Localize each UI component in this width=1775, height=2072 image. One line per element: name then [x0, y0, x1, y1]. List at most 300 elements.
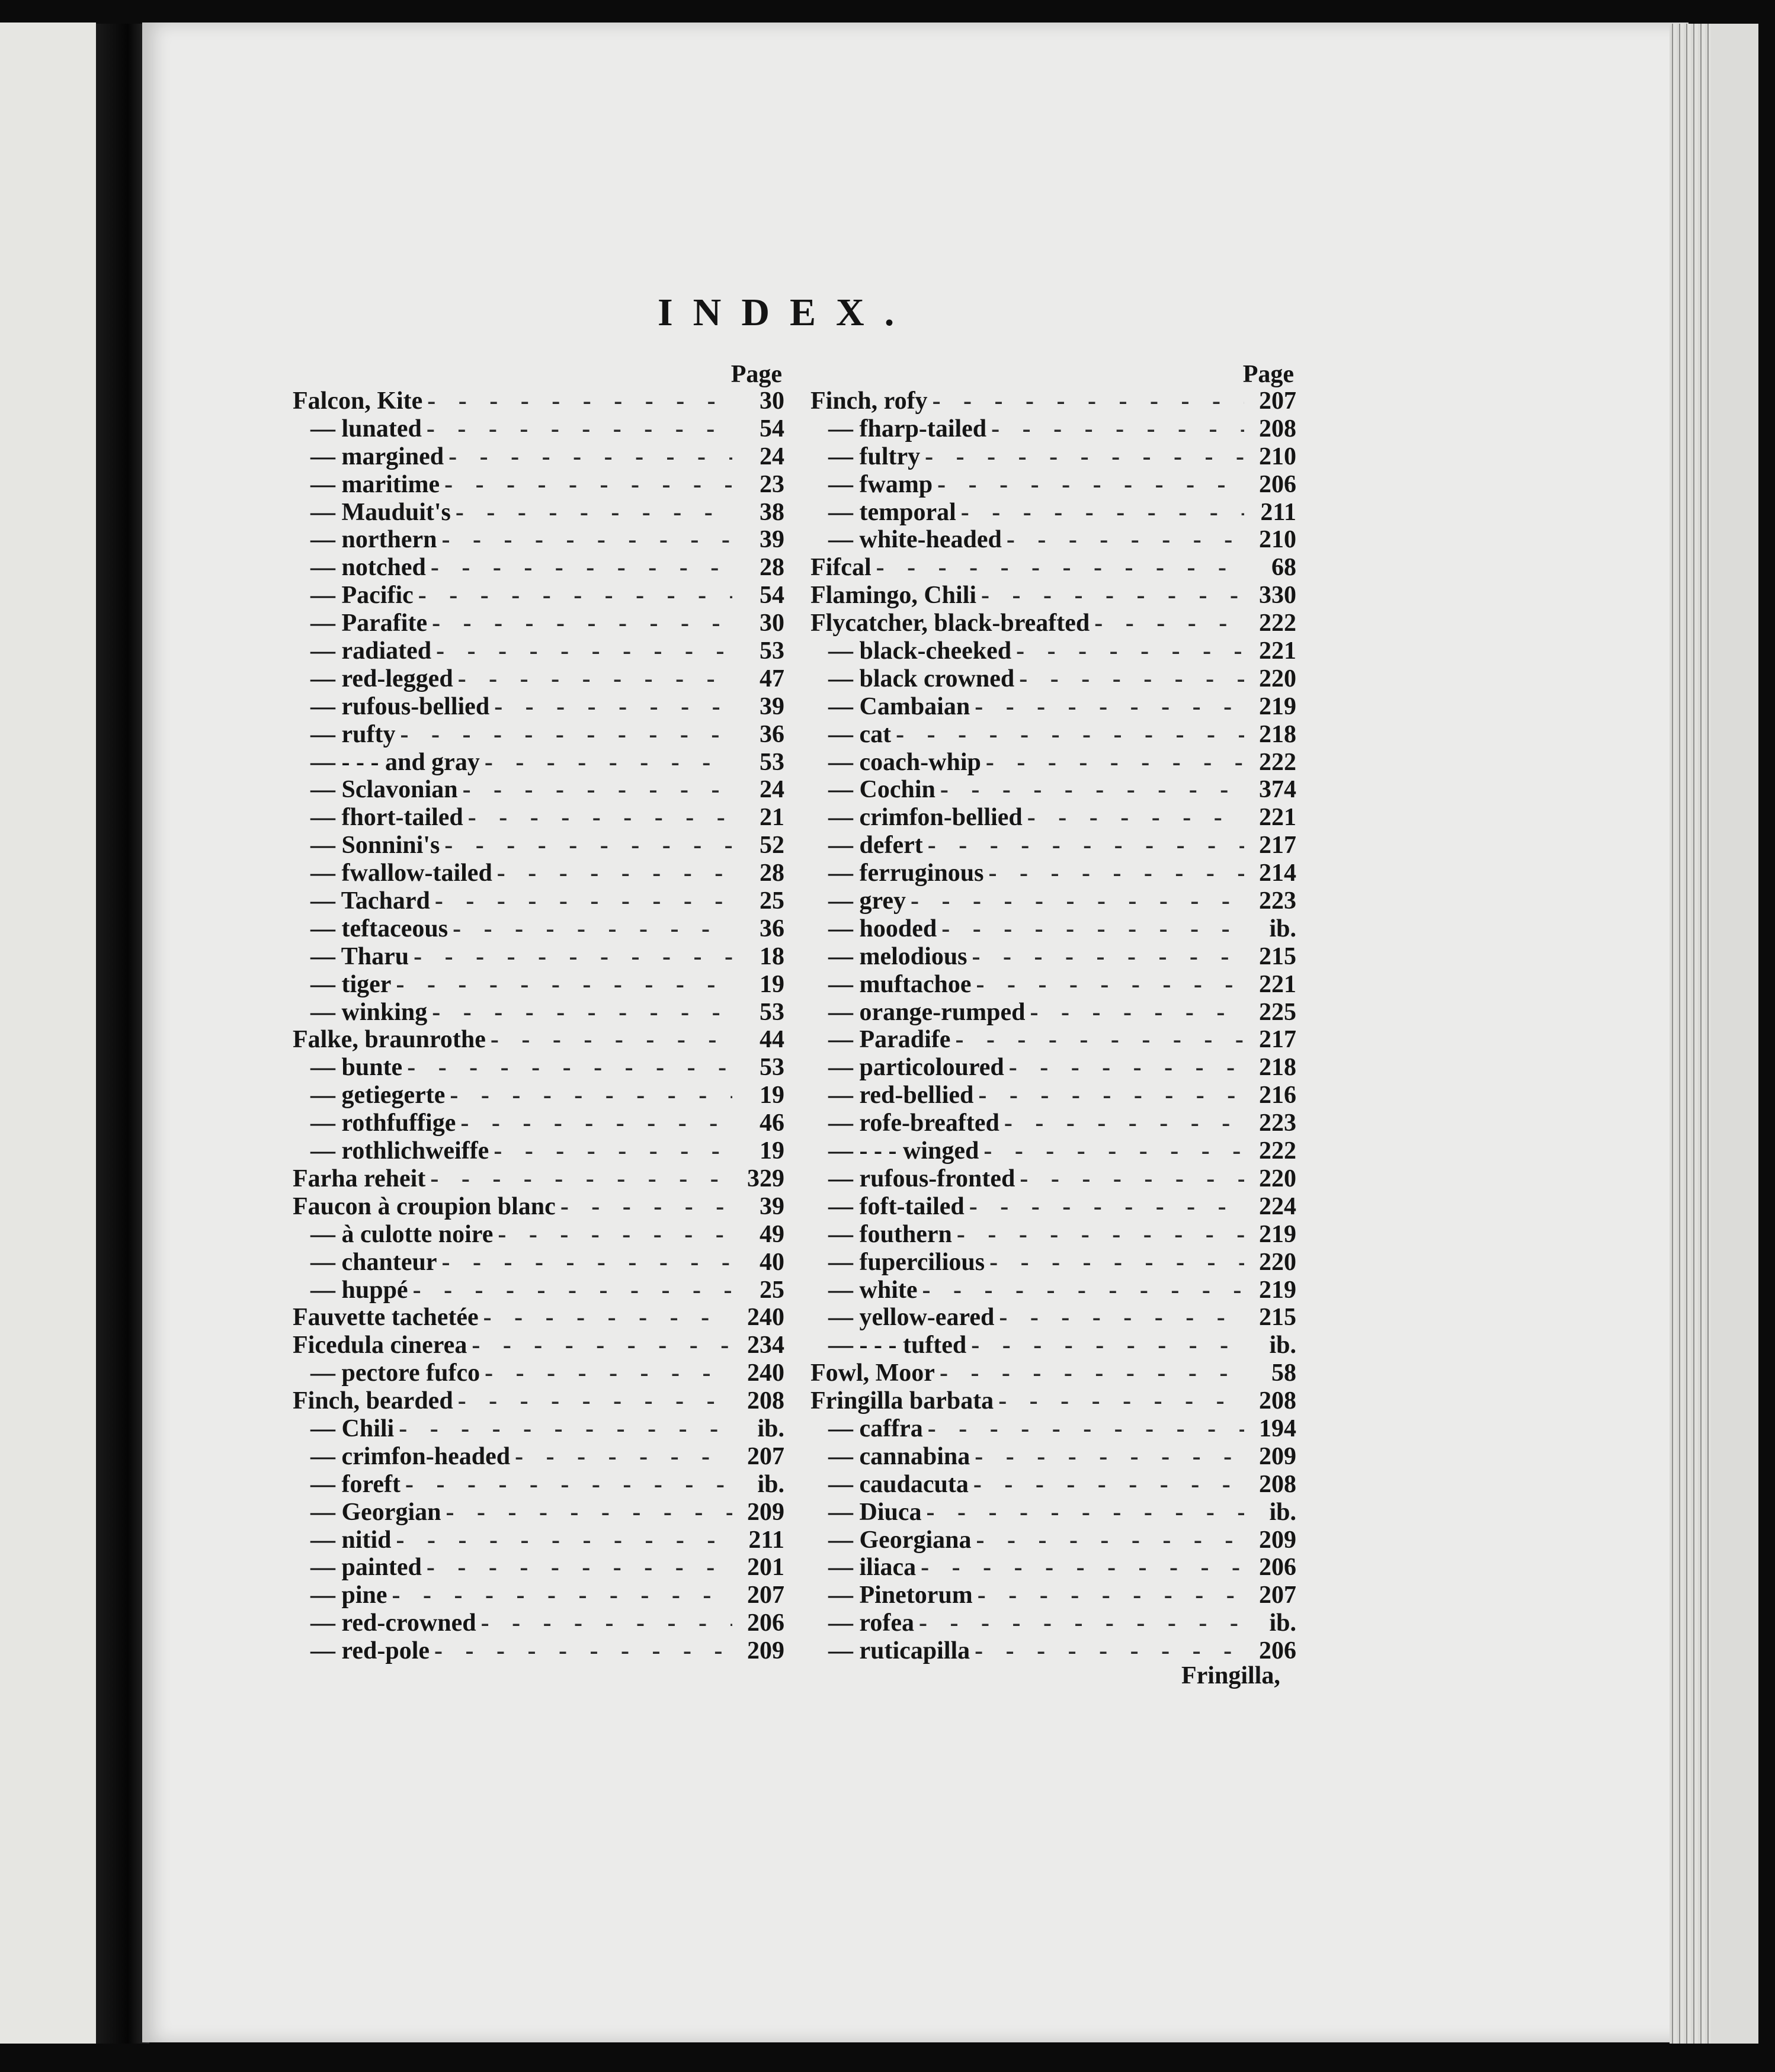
index-term: — fwallow-tailed — [293, 859, 492, 887]
index-term: — Sclavonian — [293, 776, 458, 803]
index-entry — [293, 832, 784, 859]
index-entry — [810, 776, 1296, 804]
index-term: — Georgiana — [810, 1526, 971, 1554]
page-number: 329 — [747, 1165, 784, 1192]
dot-leader — [1007, 526, 1244, 553]
page-number: 220 — [1259, 1248, 1296, 1276]
index-column-right — [810, 360, 1296, 1665]
dot-leader — [976, 971, 1244, 998]
index-entry — [810, 1499, 1296, 1526]
index-entry — [810, 1026, 1296, 1054]
index-entry — [810, 804, 1296, 832]
index-term: — defert — [810, 832, 923, 859]
page-number: 217 — [1259, 1026, 1296, 1054]
page-number: 221 — [1259, 970, 1296, 998]
index-term: — rothfuffige — [293, 1109, 456, 1137]
facing-page-edge — [0, 23, 96, 2044]
dot-leader — [969, 1193, 1244, 1220]
index-entry — [810, 1415, 1296, 1443]
index-column-left — [293, 360, 784, 1665]
page-number: 30 — [760, 610, 784, 637]
dot-leader — [472, 1332, 732, 1359]
page-number: 28 — [760, 859, 784, 887]
index-term: Flamingo, Chili — [810, 582, 977, 610]
index-term: — - - - tufted — [810, 1332, 966, 1359]
index-entry — [293, 1304, 784, 1332]
index-term: — rofea — [810, 1609, 914, 1637]
index-entry — [810, 1359, 1296, 1387]
page-number: ib. — [757, 1470, 784, 1498]
dot-leader — [399, 1415, 732, 1442]
page-number: 240 — [747, 1359, 784, 1387]
page-number: 19 — [760, 970, 784, 998]
dot-leader — [989, 1249, 1244, 1276]
index-term: — ruticapilla — [810, 1637, 970, 1664]
page-number: 53 — [760, 998, 784, 1026]
page-number: ib. — [757, 1415, 784, 1442]
index-entry — [293, 1221, 784, 1249]
index-term: Flycatcher, black-breafted — [810, 610, 1090, 637]
index-term: Ficedula cinerea — [293, 1332, 467, 1359]
index-entry — [293, 1443, 784, 1471]
index-term: — red-legged — [293, 665, 453, 692]
dot-leader — [975, 1637, 1244, 1664]
dot-leader — [485, 1359, 732, 1387]
dot-leader — [955, 1026, 1244, 1053]
index-entry — [810, 415, 1296, 443]
dot-leader — [1027, 804, 1244, 831]
page-number: 207 — [1259, 1582, 1296, 1609]
index-entry — [810, 1165, 1296, 1193]
dot-leader — [957, 1221, 1244, 1248]
page-number: 208 — [1259, 415, 1296, 442]
index-term: — melodious — [810, 943, 967, 970]
page-number: ib. — [1269, 915, 1296, 942]
page-number: ib. — [1269, 1332, 1296, 1359]
dot-leader — [494, 693, 732, 720]
index-entry — [810, 1526, 1296, 1554]
page-number: 209 — [1259, 1526, 1296, 1554]
page-number: 214 — [1259, 859, 1296, 887]
index-term: — fupercilious — [810, 1249, 985, 1276]
index-term: Fringilla barbata — [810, 1387, 994, 1415]
index-entry — [810, 610, 1296, 637]
dot-leader — [448, 443, 732, 470]
dot-leader — [392, 1582, 732, 1609]
index-term: — pectore fufco — [293, 1359, 480, 1387]
page-number: 218 — [1259, 720, 1296, 748]
page-number: 49 — [760, 1220, 784, 1248]
index-entry — [810, 1054, 1296, 1082]
index-term: — black-cheeked — [810, 637, 1011, 665]
index-term: — iliaca — [810, 1554, 916, 1581]
index-entry — [810, 554, 1296, 582]
page-number: 30 — [760, 387, 784, 415]
index-term: — hooded — [810, 915, 937, 942]
index-term: — rofe-breafted — [810, 1109, 999, 1137]
page-number: 28 — [760, 554, 784, 582]
page-number: 219 — [1259, 1220, 1296, 1248]
index-term: — grey — [810, 887, 906, 915]
page-number: 40 — [760, 1248, 784, 1276]
dot-leader — [975, 693, 1244, 720]
dot-leader — [413, 1276, 732, 1304]
index-entry — [810, 582, 1296, 610]
page-number: 46 — [760, 1109, 784, 1137]
index-entry — [293, 859, 784, 887]
index-term: — foreft — [293, 1471, 401, 1498]
dot-leader — [435, 887, 732, 915]
index-entry — [293, 1637, 784, 1665]
index-entry — [810, 1249, 1296, 1276]
dot-leader — [941, 915, 1244, 942]
index-entry — [293, 554, 784, 582]
page-number: 221 — [1259, 637, 1296, 665]
dot-leader — [485, 749, 732, 776]
index-entry — [810, 499, 1296, 527]
index-term: — chanteur — [293, 1249, 437, 1276]
dot-leader — [453, 915, 732, 942]
index-term: — radiated — [293, 637, 431, 665]
index-entry — [810, 1109, 1296, 1137]
dot-leader — [431, 554, 732, 581]
index-entry — [810, 387, 1296, 415]
dot-leader — [430, 1165, 732, 1192]
index-entry — [810, 1221, 1296, 1249]
index-term: Fifcal — [810, 554, 872, 582]
page-number: 234 — [747, 1332, 784, 1359]
dot-leader — [989, 859, 1245, 887]
page-number: 208 — [747, 1387, 784, 1415]
index-term: — Paradife — [810, 1026, 950, 1053]
index-entry — [810, 665, 1296, 693]
page-column-header: Page — [1242, 361, 1294, 388]
index-term: — crimfon-bellied — [810, 804, 1023, 831]
index-term: — Mauduit's — [293, 499, 451, 526]
page-number: 209 — [1259, 1442, 1296, 1470]
dot-leader — [432, 610, 732, 637]
index-entry — [293, 693, 784, 721]
page-number: 207 — [747, 1442, 784, 1470]
page-number: 217 — [1259, 832, 1296, 859]
index-entry — [810, 443, 1296, 471]
index-entry — [810, 1637, 1296, 1665]
index-term: — Pinetorum — [810, 1582, 973, 1609]
dot-leader — [928, 832, 1244, 859]
index-entry — [293, 1499, 784, 1526]
index-entry — [293, 1082, 784, 1109]
dot-leader — [450, 1082, 732, 1109]
dot-leader — [999, 1304, 1244, 1331]
page-number: 207 — [1259, 387, 1296, 415]
index-term: — caudacuta — [810, 1471, 969, 1498]
index-entry — [810, 971, 1296, 999]
dot-leader — [436, 637, 732, 665]
index-term: — bunte — [293, 1054, 402, 1081]
dot-leader — [458, 1387, 732, 1415]
dot-leader — [434, 1637, 732, 1664]
index-entry — [293, 887, 784, 915]
index-entry — [810, 1471, 1296, 1499]
dot-leader — [407, 1054, 732, 1081]
dot-leader — [456, 499, 732, 526]
dot-leader — [983, 1137, 1244, 1165]
dot-leader — [498, 1221, 732, 1248]
page-number: 208 — [1259, 1470, 1296, 1498]
index-entry — [810, 1554, 1296, 1582]
index-entry — [293, 1332, 784, 1359]
index-entry — [293, 943, 784, 971]
index-entry — [293, 1193, 784, 1221]
dot-leader — [491, 1026, 732, 1053]
page-number: 240 — [747, 1304, 784, 1332]
page-number: 18 — [760, 942, 784, 970]
dot-leader — [978, 1082, 1244, 1109]
index-entry — [293, 776, 784, 804]
page-number: 23 — [760, 470, 784, 498]
index-term: — Tharu — [293, 943, 409, 970]
page-number: ib. — [1269, 1609, 1296, 1637]
index-entry — [293, 1471, 784, 1499]
page-number: 211 — [1260, 498, 1296, 526]
dot-leader — [468, 804, 732, 831]
index-entry — [810, 859, 1296, 887]
index-term: — Cambaian — [810, 693, 970, 720]
index-term: — ferruginous — [810, 859, 984, 887]
catchword: Fringilla, — [1181, 1662, 1280, 1689]
index-term: — cannabina — [810, 1443, 970, 1470]
page-number: 68 — [1271, 554, 1296, 582]
page-number: 24 — [760, 442, 784, 470]
index-term: Falcon, Kite — [293, 387, 423, 415]
dot-leader — [991, 415, 1244, 442]
dot-leader — [921, 1554, 1244, 1581]
index-term: — maritime — [293, 471, 440, 498]
index-entry — [293, 1026, 784, 1054]
index-entries-right — [810, 387, 1296, 1665]
page-number: 38 — [760, 498, 784, 526]
index-term: — northern — [293, 526, 437, 553]
dot-leader — [515, 1443, 732, 1470]
index-term: — red-crowned — [293, 1609, 476, 1637]
index-term: — - - - and gray — [293, 749, 480, 776]
page-number: 19 — [760, 1137, 784, 1165]
index-entry — [810, 1387, 1296, 1415]
page-number: 39 — [760, 526, 784, 554]
index-entry — [293, 1249, 784, 1276]
index-entry — [293, 915, 784, 943]
index-entry — [293, 471, 784, 499]
index-term: — temporal — [810, 499, 956, 526]
index-term: — - - - winged — [810, 1137, 979, 1165]
page-number: 47 — [760, 665, 784, 692]
index-term: — notched — [293, 554, 426, 581]
dot-leader — [446, 1499, 732, 1526]
index-term: — orange-rumped — [810, 999, 1025, 1026]
index-entry — [293, 582, 784, 610]
page-number: 218 — [1259, 1054, 1296, 1082]
index-term: — white — [810, 1276, 918, 1304]
page-number: 219 — [1259, 1276, 1296, 1304]
index-entry — [810, 1443, 1296, 1471]
page-number: 210 — [1259, 526, 1296, 554]
index-term: — coach-whip — [810, 749, 981, 776]
dot-leader — [481, 1609, 732, 1637]
page-number: 19 — [760, 1082, 784, 1109]
dot-leader — [981, 582, 1244, 609]
index-entry — [293, 1276, 784, 1304]
index-entry — [810, 637, 1296, 665]
index-entry — [293, 1137, 784, 1165]
dot-leader — [405, 1471, 732, 1498]
page-number: 39 — [760, 692, 784, 720]
index-term: — fharp-tailed — [810, 415, 986, 442]
dot-leader — [971, 1332, 1244, 1359]
index-term: — winking — [293, 999, 427, 1026]
index-entry — [293, 1554, 784, 1582]
index-term: — fultry — [810, 443, 920, 470]
page-number: 222 — [1259, 610, 1296, 637]
page-number: 54 — [760, 415, 784, 442]
index-entry — [810, 1137, 1296, 1165]
dot-leader — [911, 887, 1244, 915]
dot-leader — [933, 387, 1244, 415]
page-number: 36 — [760, 915, 784, 942]
page-number: 44 — [760, 1026, 784, 1054]
page-number: 211 — [748, 1526, 784, 1554]
dot-leader — [1020, 1165, 1244, 1192]
index-term: — Pacific — [293, 582, 414, 609]
index-entry — [810, 1276, 1296, 1304]
dot-leader — [460, 1109, 732, 1137]
page-number: 210 — [1259, 442, 1296, 470]
page-number: 206 — [1259, 1554, 1296, 1582]
page-number: 223 — [1259, 1109, 1296, 1137]
page-number: 54 — [760, 582, 784, 610]
index-term: — red-pole — [293, 1637, 430, 1664]
index-entry — [810, 526, 1296, 554]
index-entry — [293, 610, 784, 637]
index-entry — [810, 1304, 1296, 1332]
dot-leader — [1094, 610, 1244, 637]
index-term: — Cochin — [810, 776, 935, 803]
index-entry — [810, 721, 1296, 749]
index-term: — pine — [293, 1582, 387, 1609]
dot-leader — [458, 665, 732, 692]
index-entry — [293, 1387, 784, 1415]
page-number: 206 — [1259, 1637, 1296, 1665]
index-term: Faucon à croupion blanc — [293, 1192, 556, 1220]
dot-leader — [432, 999, 732, 1026]
index-entry — [293, 971, 784, 999]
page-number: 52 — [760, 832, 784, 859]
dot-leader — [1030, 999, 1244, 1026]
index-term: — getiegerte — [293, 1082, 445, 1109]
dot-leader — [396, 1526, 732, 1554]
dot-leader — [896, 721, 1244, 748]
page-number: 223 — [1259, 887, 1296, 915]
index-entry — [293, 415, 784, 443]
page-number: 201 — [747, 1554, 784, 1582]
dot-leader — [442, 526, 733, 553]
dot-leader — [1016, 637, 1244, 665]
page-number: 53 — [760, 637, 784, 665]
index-term: Fowl, Moor — [810, 1359, 935, 1387]
index-entry — [293, 804, 784, 832]
page-number: 330 — [1259, 582, 1296, 610]
index-entry — [293, 749, 784, 777]
index-term: — Chili — [293, 1415, 394, 1442]
dot-leader — [973, 1471, 1244, 1498]
page-number: ib. — [1269, 1498, 1296, 1526]
page-number: 24 — [760, 776, 784, 804]
right-margin-strip — [1711, 24, 1758, 2044]
page-number: 21 — [760, 804, 784, 832]
index-entry — [810, 887, 1296, 915]
page-number: 53 — [760, 1054, 784, 1082]
dot-leader — [427, 1554, 732, 1581]
page-number: 207 — [747, 1582, 784, 1609]
page-number: 215 — [1259, 942, 1296, 970]
page-number: 222 — [1259, 1137, 1296, 1165]
dot-leader — [925, 443, 1244, 470]
page-number: 25 — [760, 887, 784, 915]
page-number: 209 — [747, 1637, 784, 1665]
index-term: — crimfon-headed — [293, 1443, 510, 1470]
index-term: — rufous-fronted — [810, 1165, 1015, 1192]
index-term: — fhort-tailed — [293, 804, 463, 831]
dot-leader — [976, 1526, 1244, 1554]
index-term: — à culotte noire — [293, 1221, 493, 1248]
page-number: 220 — [1259, 1165, 1296, 1192]
index-term: — particoloured — [810, 1054, 1004, 1081]
index-heading: INDEX. — [658, 291, 915, 334]
index-entry — [293, 1582, 784, 1609]
dot-leader — [560, 1193, 732, 1220]
index-term: — rufous-bellied — [293, 693, 489, 720]
index-entry — [810, 471, 1296, 499]
index-term: — muftachoe — [810, 971, 971, 998]
page-edges — [1670, 24, 1711, 2044]
index-entry — [810, 832, 1296, 859]
index-term: — fouthern — [810, 1221, 952, 1248]
index-term: Falke, braunrothe — [293, 1026, 486, 1054]
dot-leader — [986, 749, 1244, 776]
page-number: 206 — [1259, 470, 1296, 498]
page-number: 36 — [760, 720, 784, 748]
index-term: — Parafite — [293, 610, 427, 637]
page-number: 208 — [1259, 1387, 1296, 1415]
index-entry — [810, 1609, 1296, 1637]
dot-leader — [922, 1276, 1245, 1304]
dot-leader — [919, 1609, 1244, 1637]
index-entry — [293, 1165, 784, 1193]
page-number: 220 — [1259, 665, 1296, 692]
index-entry — [293, 499, 784, 527]
dot-leader — [1004, 1109, 1244, 1137]
index-term: — Georgian — [293, 1499, 441, 1526]
index-term: — Tachard — [293, 887, 430, 915]
index-entry — [810, 1332, 1296, 1359]
index-entry — [810, 1082, 1296, 1109]
dot-leader — [937, 471, 1244, 498]
dot-leader — [414, 943, 732, 970]
page-number: 25 — [760, 1276, 784, 1304]
dot-leader — [444, 832, 732, 859]
page-number: 58 — [1271, 1359, 1296, 1387]
dot-leader — [978, 1582, 1244, 1609]
index-term: — painted — [293, 1554, 422, 1581]
